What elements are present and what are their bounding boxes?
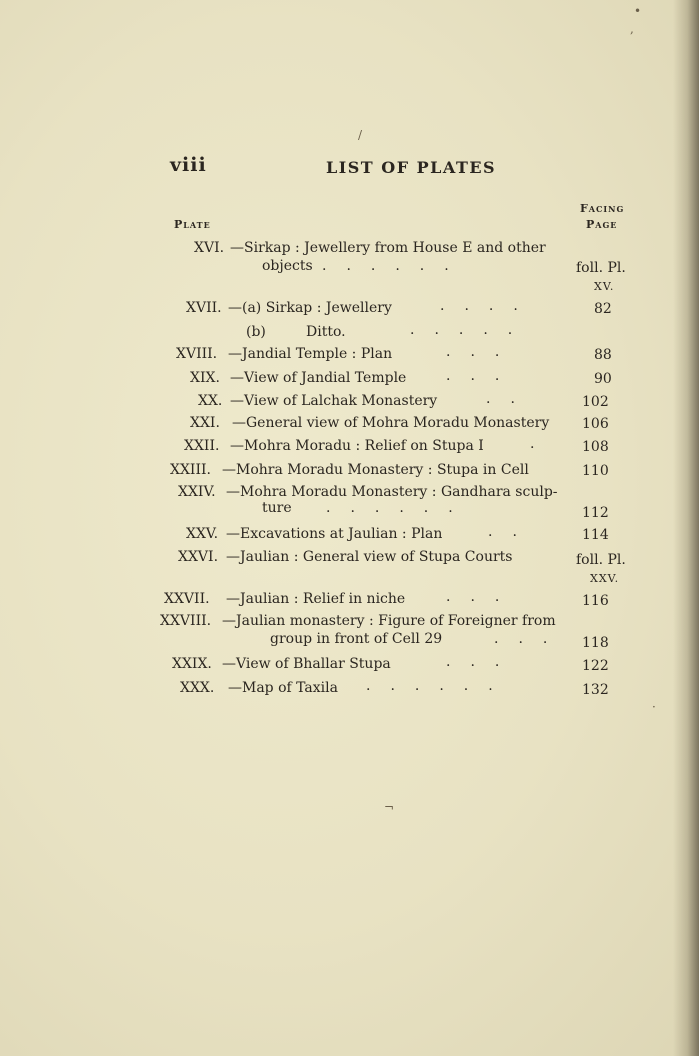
leader-dots: ..... bbox=[410, 322, 533, 338]
plate-number: XXIII. bbox=[170, 462, 211, 478]
plate-number: (b) bbox=[246, 324, 266, 340]
plate-page: 88 bbox=[594, 347, 612, 363]
page-spine-shadow bbox=[673, 0, 699, 1056]
plate-page-sub: XV. bbox=[594, 280, 615, 293]
leader-dots: ...... bbox=[326, 500, 473, 516]
plate-page: foll. Pl. bbox=[576, 552, 626, 568]
leader-dots: .. bbox=[488, 524, 537, 540]
page-number: viii bbox=[170, 154, 207, 176]
plate-page-sub: XXV. bbox=[590, 572, 620, 585]
ink-speck: / bbox=[358, 128, 363, 142]
plate-page: 112 bbox=[582, 505, 609, 521]
leader-dots: .... bbox=[440, 298, 538, 314]
leader-dots: ... bbox=[446, 589, 520, 605]
plate-number: XXV. bbox=[186, 526, 219, 542]
plate-title: —Excavations at Jaulian : Plan bbox=[226, 526, 443, 542]
plate-number: XXI. bbox=[190, 415, 220, 431]
leader-dots: ... bbox=[446, 344, 520, 360]
plate-title: —View of Bhallar Stupa bbox=[222, 656, 391, 672]
plate-title-continuation: group in front of Cell 29 bbox=[270, 631, 443, 647]
plate-title: —(a) Sirkap : Jewellery bbox=[228, 300, 392, 316]
plate-page: 82 bbox=[594, 301, 612, 317]
plate-title: —Mohra Moradu : Relief on Stupa I bbox=[230, 438, 484, 454]
plate-number: XIX. bbox=[190, 370, 220, 386]
plate-title: —Jaulian : Relief in niche bbox=[226, 591, 406, 607]
ink-speck: , bbox=[630, 22, 634, 36]
plate-number: XVII. bbox=[186, 300, 222, 316]
plate-title: —Jaulian : General view of Stupa Courts bbox=[226, 549, 513, 565]
plate-page: foll. Pl. bbox=[576, 260, 626, 276]
plate-title-continuation: objects bbox=[262, 258, 313, 274]
plate-number: XXVIII. bbox=[160, 613, 212, 629]
plate-title: —Mohra Moradu Monastery : Gandhara sculp- bbox=[226, 484, 558, 500]
plate-page: 108 bbox=[582, 439, 609, 455]
plate-title-continuation: ture bbox=[262, 500, 292, 516]
plate-number: XXVII. bbox=[164, 591, 210, 607]
plate-title: Ditto. bbox=[306, 324, 346, 340]
plate-page: 90 bbox=[594, 371, 612, 387]
ink-speck: · bbox=[652, 700, 656, 714]
plate-number: XXIX. bbox=[172, 656, 212, 672]
plate-title: —General view of Mohra Moradu Monastery bbox=[232, 415, 550, 431]
plate-page: 122 bbox=[582, 658, 609, 674]
leader-dots: ... bbox=[494, 631, 568, 647]
leader-dots: ... bbox=[446, 654, 520, 670]
plate-title: —Jaulian monastery : Figure of Foreigner from bbox=[222, 613, 556, 629]
plate-page: 106 bbox=[582, 416, 609, 432]
ink-speck: ¬ bbox=[384, 800, 395, 814]
plate-title: —Jandial Temple : Plan bbox=[228, 346, 393, 362]
plate-number: XVI. bbox=[194, 240, 225, 256]
plate-number: XXII. bbox=[184, 438, 220, 454]
plate-page: 102 bbox=[582, 394, 609, 410]
plate-number: XXVI. bbox=[178, 549, 219, 565]
leader-dots: ... bbox=[446, 368, 520, 384]
plate-page: 114 bbox=[582, 527, 609, 543]
ink-speck: • bbox=[634, 4, 642, 18]
plate-number: XXX. bbox=[180, 680, 215, 696]
plate-number: XVIII. bbox=[176, 346, 218, 362]
plate-page: 118 bbox=[582, 635, 609, 651]
plate-number: XX. bbox=[198, 393, 223, 409]
leader-dots: ...... bbox=[366, 678, 513, 694]
column-header-facing: Facing bbox=[580, 202, 625, 215]
column-header-plate: Plate bbox=[174, 218, 211, 231]
plate-number: XXIV. bbox=[178, 484, 216, 500]
plate-title: —View of Lalchak Monastery bbox=[230, 393, 438, 409]
leader-dots: .. bbox=[486, 391, 535, 407]
plate-title: —View of Jandial Temple bbox=[230, 370, 407, 386]
plate-page: 110 bbox=[582, 463, 609, 479]
leader-dots: ...... bbox=[322, 258, 469, 274]
plate-page: 132 bbox=[582, 682, 609, 698]
column-header-page: Page bbox=[586, 218, 618, 231]
plate-title: —Mohra Moradu Monastery : Stupa in Cell bbox=[222, 462, 529, 478]
plate-title: —Sirkap : Jewellery from House E and other bbox=[230, 240, 546, 256]
page-title: LIST OF PLATES bbox=[326, 158, 497, 177]
plate-title: —Map of Taxila bbox=[228, 680, 338, 696]
plate-page: 116 bbox=[582, 593, 609, 609]
leader-dots: . bbox=[530, 436, 555, 452]
